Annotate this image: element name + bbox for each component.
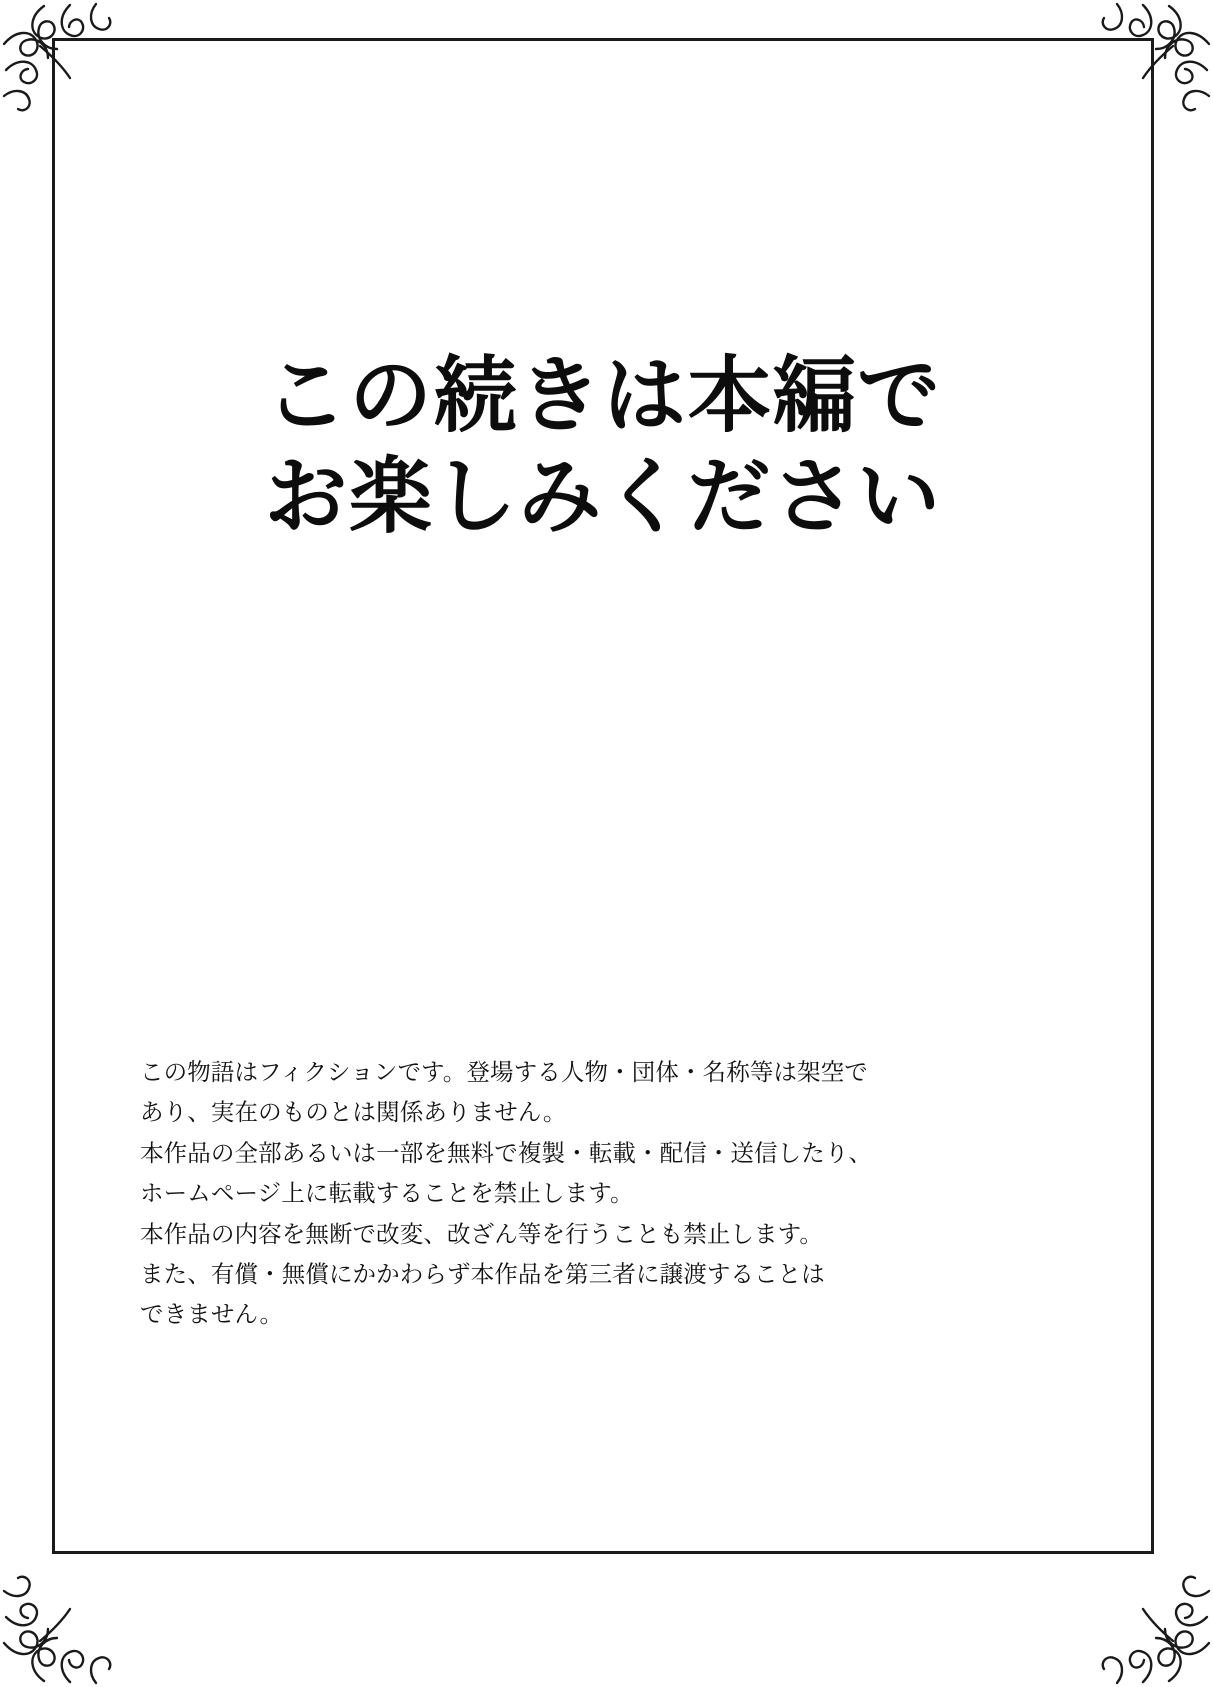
disclaimer-line: 本作品の全部あるいは一部を無料で複製・転載・配信・送信したり、 [140, 1138, 873, 1167]
disclaimer-block [140, 1052, 1020, 1335]
disclaimer-line: あり、実在のものとは関係ありません。 [140, 1098, 567, 1127]
disclaimer-line: また、有償・無償にかかわらず本作品を第三者に譲渡することは [140, 1260, 825, 1289]
disclaimer-line: できません。 [140, 1300, 284, 1329]
headline-line-1: この続きは本編で [264, 347, 942, 444]
disclaimer-line: 本作品の内容を無断で改変、改ざん等を行うことも禁止します。 [140, 1219, 824, 1248]
disclaimer-line: この物語はフィクションです。登場する人物・団体・名称等は架空で [140, 1058, 868, 1086]
disclaimer-line: ホームページ上に転載することを禁止します。 [140, 1179, 634, 1208]
headline [52, 345, 1154, 548]
headline-line-2: お楽しみください [264, 448, 942, 546]
